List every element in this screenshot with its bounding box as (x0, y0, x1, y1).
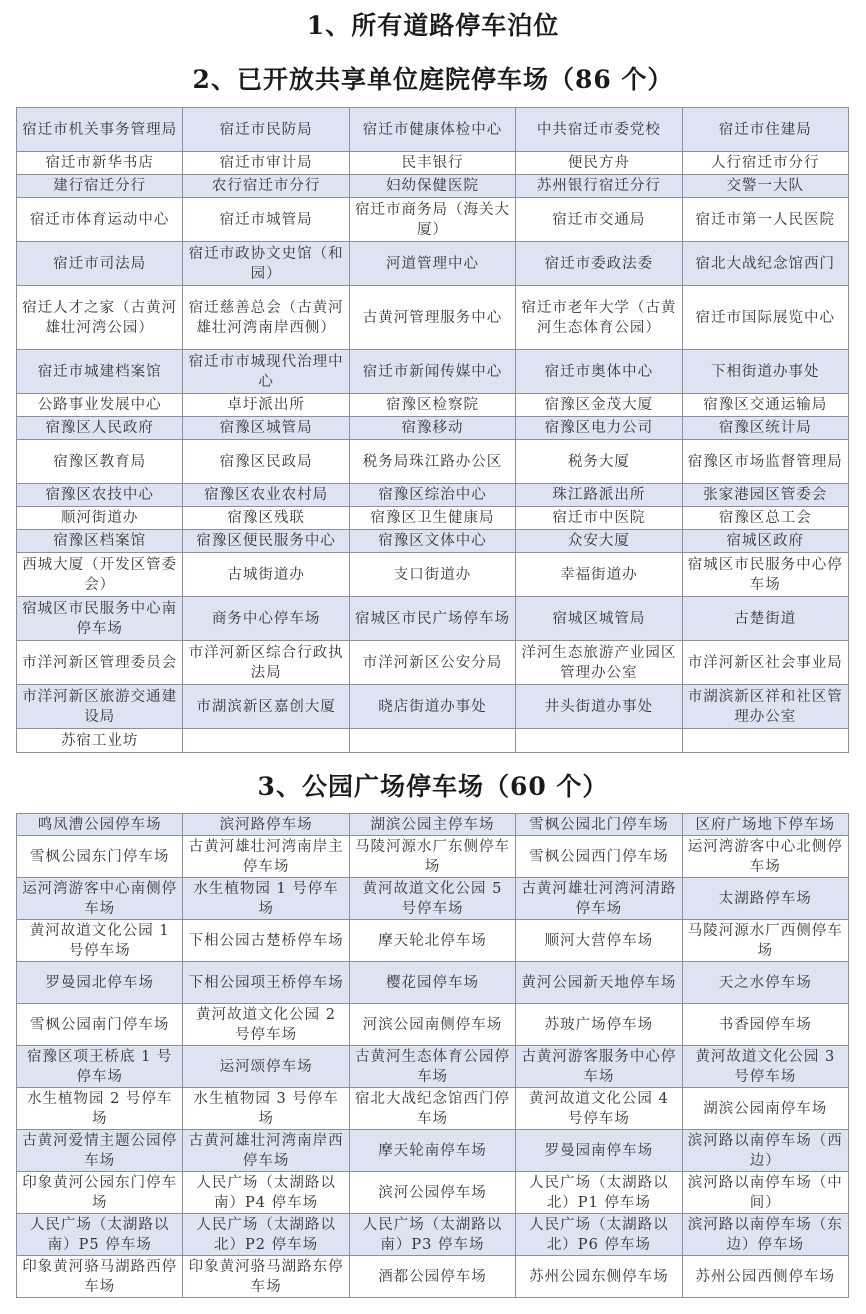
heading-all-roads: 1、所有道路停车泊位 (306, 11, 560, 40)
table-row (17, 1004, 849, 1046)
table-cell: 宿迁市政协文史馆（和园） (183, 242, 349, 286)
table-cell: 印象黄河骆马湖路西停车场 (17, 1256, 183, 1298)
table-cell: 众安大厦 (516, 530, 682, 553)
table-cell: 滨河路以南停车场（中间） (682, 1172, 848, 1214)
table-cell: 农行宿迁市分行 (183, 175, 349, 198)
table-row (17, 1214, 849, 1256)
table-cell: 黄河故道文化公园 1 号停车场 (17, 920, 183, 962)
table-cell: 雪枫公园西门停车场 (516, 836, 682, 878)
table-cell: 天之水停车场 (682, 962, 848, 1004)
table-cell: 黄河故道文化公园 4 号停车场 (516, 1088, 682, 1130)
table-cell: 古黄河生态体育公园停车场 (349, 1046, 515, 1088)
table-cell: 下相公园项王桥停车场 (183, 962, 349, 1004)
table-cell: 西城大厦（开发区管委会） (17, 553, 183, 597)
table-row (17, 920, 849, 962)
table-cell: 卓圩派出所 (183, 394, 349, 417)
table-cell: 宿豫区总工会 (682, 507, 848, 530)
table-cell (183, 729, 349, 753)
table-cell: 宿城区市民广场停车场 (349, 597, 515, 641)
table-cell: 苏州公园东侧停车场 (516, 1256, 682, 1298)
table-cell: 建行宿迁分行 (17, 175, 183, 198)
table-cell: 宿迁市机关事务管理局 (17, 108, 183, 152)
table-cell: 古黄河管理服务中心 (349, 286, 515, 350)
table-cell: 黄河公园新天地停车场 (516, 962, 682, 1004)
table-cell: 摩天轮北停车场 (349, 920, 515, 962)
table-row (17, 836, 849, 878)
table-row (17, 814, 849, 836)
table-cell: 古城街道办 (183, 553, 349, 597)
table-cell (682, 729, 848, 753)
table-cell: 张家港园区管委会 (682, 484, 848, 507)
table-cell: 宿豫区教育局 (17, 440, 183, 484)
table-row (17, 108, 849, 152)
table-cell: 宿豫移动 (349, 417, 515, 440)
table-cell: 黄河故道文化公园 2 号停车场 (183, 1004, 349, 1046)
table-row (17, 685, 849, 729)
table-cell: 井头街道办事处 (516, 685, 682, 729)
table-cell: 古黄河爱情主题公园停车场 (17, 1130, 183, 1172)
table-cell: 晓店街道办事处 (349, 685, 515, 729)
table-cell: 宿迁市城管局 (183, 198, 349, 242)
table-cell: 市洋河新区社会事业局 (682, 641, 848, 685)
table-cell: 宿迁市委政法委 (516, 242, 682, 286)
table-cell: 宿城区市民服务中心停车场 (682, 553, 848, 597)
table-cell: 印象黄河公园东门停车场 (17, 1172, 183, 1214)
table-cell: 鸣凤漕公园停车场 (17, 814, 183, 836)
table-cell: 罗曼园南停车场 (516, 1130, 682, 1172)
table-cell: 运河湾游客中心南侧停车场 (17, 878, 183, 920)
table-cell: 宿豫区农技中心 (17, 484, 183, 507)
table-cell: 宿豫区城管局 (183, 417, 349, 440)
table-cell: 宿迁市新华书店 (17, 152, 183, 175)
table-cell: 市湖滨新区祥和社区管理办公室 (682, 685, 848, 729)
table-cell: 宿豫区人民政府 (17, 417, 183, 440)
table-cell: 宿迁慈善总会（古黄河雄壮河湾南岸西侧） (183, 286, 349, 350)
table-cell: 宿迁市老年大学（古黄河生态体育公园） (516, 286, 682, 350)
table-cell: 太湖路停车场 (682, 878, 848, 920)
table-row (17, 553, 849, 597)
table-cell: 人民广场（太湖路以南）P4 停车场 (183, 1172, 349, 1214)
table-cell: 人民广场（太湖路以北）P2 停车场 (183, 1214, 349, 1256)
table-row (17, 641, 849, 685)
table-cell: 宿豫区综治中心 (349, 484, 515, 507)
table-row (17, 878, 849, 920)
table-cell: 妇幼保健医院 (349, 175, 515, 198)
table-cell: 商务中心停车场 (183, 597, 349, 641)
heading-park-plaza-parking: 3、公园广场停车场（60 个） (257, 772, 609, 801)
table-cell: 宿豫区文体中心 (349, 530, 515, 553)
table-row (17, 394, 849, 417)
table-cell: 宿迁市商务局（海关大厦） (349, 198, 515, 242)
table-cell: 雪枫公园东门停车场 (17, 836, 183, 878)
table-cell: 古楚街道 (682, 597, 848, 641)
table-cell: 宿迁市住建局 (682, 108, 848, 152)
table-cell: 滨河路以南停车场（西边） (682, 1130, 848, 1172)
table-cell: 河滨公园南侧停车场 (349, 1004, 515, 1046)
table-cell: 珠江路派出所 (516, 484, 682, 507)
table-row (17, 729, 849, 753)
unit-parking-table (16, 107, 849, 753)
table-cell: 苏玻广场停车场 (516, 1004, 682, 1046)
table-cell: 宿迁市新闻传媒中心 (349, 350, 515, 394)
table-cell (349, 729, 515, 753)
table-cell: 古黄河游客服务中心停车场 (516, 1046, 682, 1088)
table-cell: 摩天轮南停车场 (349, 1130, 515, 1172)
table-cell: 下相街道办事处 (682, 350, 848, 394)
table-cell: 宿城区城管局 (516, 597, 682, 641)
table-cell: 宿迁市交通局 (516, 198, 682, 242)
table-cell: 滨河公园停车场 (349, 1172, 515, 1214)
table-cell: 水生植物园 2 号停车场 (17, 1088, 183, 1130)
table-cell: 税务局珠江路办公区 (349, 440, 515, 484)
table-cell: 湖滨公园主停车场 (349, 814, 515, 836)
table-row (17, 1130, 849, 1172)
table-cell: 宿北大战纪念馆西门停车场 (349, 1088, 515, 1130)
table-cell: 水生植物园 1 号停车场 (183, 878, 349, 920)
table-row (17, 1172, 849, 1214)
table-cell: 宿迁市审计局 (183, 152, 349, 175)
heading-unit-courtyard-parking: 2、已开放共享单位庭院停车场（86 个） (192, 65, 674, 94)
table-cell: 运河颂停车场 (183, 1046, 349, 1088)
table-cell: 宿迁市体育运动中心 (17, 198, 183, 242)
table-cell: 市洋河新区旅游交通建设局 (17, 685, 183, 729)
table-cell: 黄河故道文化公园 3 号停车场 (682, 1046, 848, 1088)
table-cell: 公路事业发展中心 (17, 394, 183, 417)
table-row (17, 1088, 849, 1130)
table-row (17, 1046, 849, 1088)
table-cell: 水生植物园 3 号停车场 (183, 1088, 349, 1130)
table-cell: 宿北大战纪念馆西门 (682, 242, 848, 286)
table-cell: 人行宿迁市分行 (682, 152, 848, 175)
table-cell: 人民广场（太湖路以北）P6 停车场 (516, 1214, 682, 1256)
table-cell: 雪枫公园北门停车场 (516, 814, 682, 836)
table-cell: 宿迁市司法局 (17, 242, 183, 286)
table-cell: 河道管理中心 (349, 242, 515, 286)
table-cell: 宿豫区便民服务中心 (183, 530, 349, 553)
table-row (17, 507, 849, 530)
table-row (17, 440, 849, 484)
table-cell: 酒都公园停车场 (349, 1256, 515, 1298)
table-cell: 苏宿工业坊 (17, 729, 183, 753)
table-row (17, 152, 849, 175)
table-cell: 宿豫区金茂大厦 (516, 394, 682, 417)
table-cell: 人民广场（太湖路以南）P5 停车场 (17, 1214, 183, 1256)
table-cell: 宿豫区民政局 (183, 440, 349, 484)
table-cell: 樱花园停车场 (349, 962, 515, 1004)
table-cell: 宿豫区农业农村局 (183, 484, 349, 507)
table-cell: 民丰银行 (349, 152, 515, 175)
table-cell: 古黄河雄壮河湾南岸西停车场 (183, 1130, 349, 1172)
table-row (17, 198, 849, 242)
table-cell: 滨河路以南停车场（东边）停车场 (682, 1214, 848, 1256)
table-cell: 便民方舟 (516, 152, 682, 175)
table-cell: 顺河大营停车场 (516, 920, 682, 962)
table-row (17, 417, 849, 440)
table-cell: 顺河街道办 (17, 507, 183, 530)
table-cell: 交警一大队 (682, 175, 848, 198)
table-cell: 宿豫区项王桥底 1 号停车场 (17, 1046, 183, 1088)
table-cell: 苏州公园西侧停车场 (682, 1256, 848, 1298)
table-cell: 湖滨公园南停车场 (682, 1088, 848, 1130)
table-row (17, 484, 849, 507)
table-cell: 支口街道办 (349, 553, 515, 597)
table-cell: 市湖滨新区嘉创大厦 (183, 685, 349, 729)
table-cell: 黄河故道文化公园 5 号停车场 (349, 878, 515, 920)
table-cell: 人民广场（太湖路以南）P3 停车场 (349, 1214, 515, 1256)
table-cell: 宿豫区残联 (183, 507, 349, 530)
table-cell: 宿豫区电力公司 (516, 417, 682, 440)
table-row (17, 962, 849, 1004)
table-cell: 区府广场地下停车场 (682, 814, 848, 836)
table-cell: 宿城区政府 (682, 530, 848, 553)
table-cell: 宿迁市国际展览中心 (682, 286, 848, 350)
table-cell: 罗曼园北停车场 (17, 962, 183, 1004)
table-cell: 印象黄河骆马湖路东停车场 (183, 1256, 349, 1298)
table-cell: 宿迁市市城现代治理中心 (183, 350, 349, 394)
table-cell: 宿迁市民防局 (183, 108, 349, 152)
table-cell: 宿城区市民服务中心南停车场 (17, 597, 183, 641)
table-cell: 税务大厦 (516, 440, 682, 484)
table-cell: 下相公园古楚桥停车场 (183, 920, 349, 962)
table-cell: 运河湾游客中心北侧停车场 (682, 836, 848, 878)
table-cell: 古黄河雄壮河湾南岸主停车场 (183, 836, 349, 878)
table-cell: 宿迁市第一人民医院 (682, 198, 848, 242)
table-row (17, 175, 849, 198)
table-cell: 苏州银行宿迁分行 (516, 175, 682, 198)
table-cell: 宿迁市城建档案馆 (17, 350, 183, 394)
table-cell: 宿豫区档案馆 (17, 530, 183, 553)
table-row (17, 286, 849, 350)
table-cell: 马陵河源水厂西侧停车场 (682, 920, 848, 962)
table-row (17, 530, 849, 553)
table-cell: 宿豫区统计局 (682, 417, 848, 440)
table-cell: 市洋河新区管理委员会 (17, 641, 183, 685)
table-cell: 雪枫公园南门停车场 (17, 1004, 183, 1046)
table-cell: 宿豫区卫生健康局 (349, 507, 515, 530)
table-cell: 人民广场（太湖路以北）P1 停车场 (516, 1172, 682, 1214)
table-cell: 书香园停车场 (682, 1004, 848, 1046)
table-cell: 洋河生态旅游产业园区管理办公室 (516, 641, 682, 685)
table-cell (516, 729, 682, 753)
table-cell: 宿迁市奥体中心 (516, 350, 682, 394)
table-row (17, 1256, 849, 1298)
table-cell: 马陵河源水厂东侧停车场 (349, 836, 515, 878)
table-cell: 宿豫区检察院 (349, 394, 515, 417)
table-row (17, 242, 849, 286)
table-cell: 幸福街道办 (516, 553, 682, 597)
table-cell: 宿豫区市场监督管理局 (682, 440, 848, 484)
table-cell: 宿迁市中医院 (516, 507, 682, 530)
table-cell: 古黄河雄壮河湾河清路停车场 (516, 878, 682, 920)
table-cell: 宿迁人才之家（古黄河雄壮河湾公园） (17, 286, 183, 350)
park-parking-table (16, 813, 849, 1298)
table-row (17, 350, 849, 394)
table-row (17, 597, 849, 641)
table-cell: 宿迁市健康体检中心 (349, 108, 515, 152)
table-cell: 宿豫区交通运输局 (682, 394, 848, 417)
table-cell: 中共宿迁市委党校 (516, 108, 682, 152)
table-cell: 滨河路停车场 (183, 814, 349, 836)
table-cell: 市洋河新区公安分局 (349, 641, 515, 685)
table-cell: 市洋河新区综合行政执法局 (183, 641, 349, 685)
